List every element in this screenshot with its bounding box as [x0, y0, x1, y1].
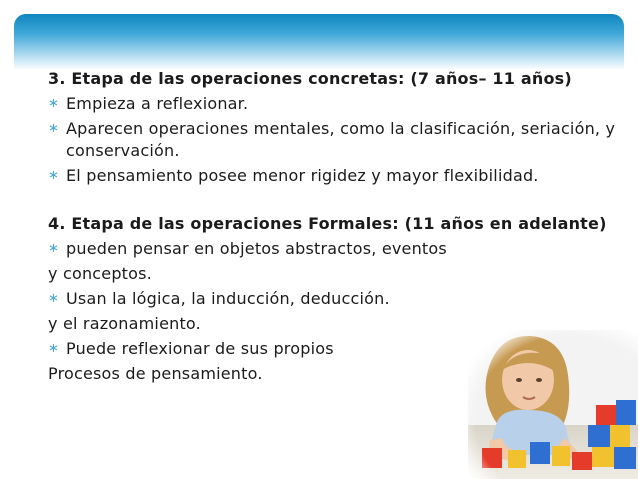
header-band [14, 14, 624, 70]
child-with-blocks-photo [468, 330, 638, 479]
bullet-asterisk-icon: ∗ [48, 291, 60, 306]
stage4-line-1: y conceptos. [48, 264, 152, 283]
bullet-asterisk-icon: ∗ [48, 168, 60, 183]
stage4-heading: 4. Etapa de las operaciones Formales: (11 años en adelante) [48, 214, 607, 233]
bullet-asterisk-icon: ∗ [48, 96, 60, 111]
stage3-heading: 3. Etapa de las operaciones concretas: (7 años– 11 años) [48, 69, 572, 88]
bullet-text: El pensamiento posee menor rigidez y mayor flexibilidad. [66, 166, 539, 185]
stage4-bullet-1 [48, 238, 633, 260]
stage3-bullet-3 [48, 165, 633, 187]
stage4-line-2: y el razonamiento. [48, 314, 201, 333]
bullet-asterisk-icon: ∗ [48, 121, 60, 136]
child-photo-illustration [468, 330, 638, 479]
spacer [48, 187, 633, 213]
bullet-text: pueden pensar en objetos abstractos, eventos [66, 239, 447, 258]
bullet-asterisk-icon: ∗ [48, 241, 60, 256]
bullet-text: Usan la lógica, la inducción, deducción. [66, 289, 390, 308]
bullet-asterisk-icon: ∗ [48, 341, 60, 356]
stage4-bullet-2 [48, 288, 633, 310]
bullet-text: Empieza a reflexionar. [66, 94, 249, 113]
stage3-bullet-1 [48, 93, 633, 115]
bullet-text: Aparecen operaciones mentales, como la clasificación, seriación, y conservación. [66, 119, 616, 160]
stage3-bullet-2 [48, 118, 633, 162]
bullet-text: Puede reflexionar de sus propios [66, 339, 334, 358]
stage4-line-3: Procesos de pensamiento. [48, 364, 263, 383]
